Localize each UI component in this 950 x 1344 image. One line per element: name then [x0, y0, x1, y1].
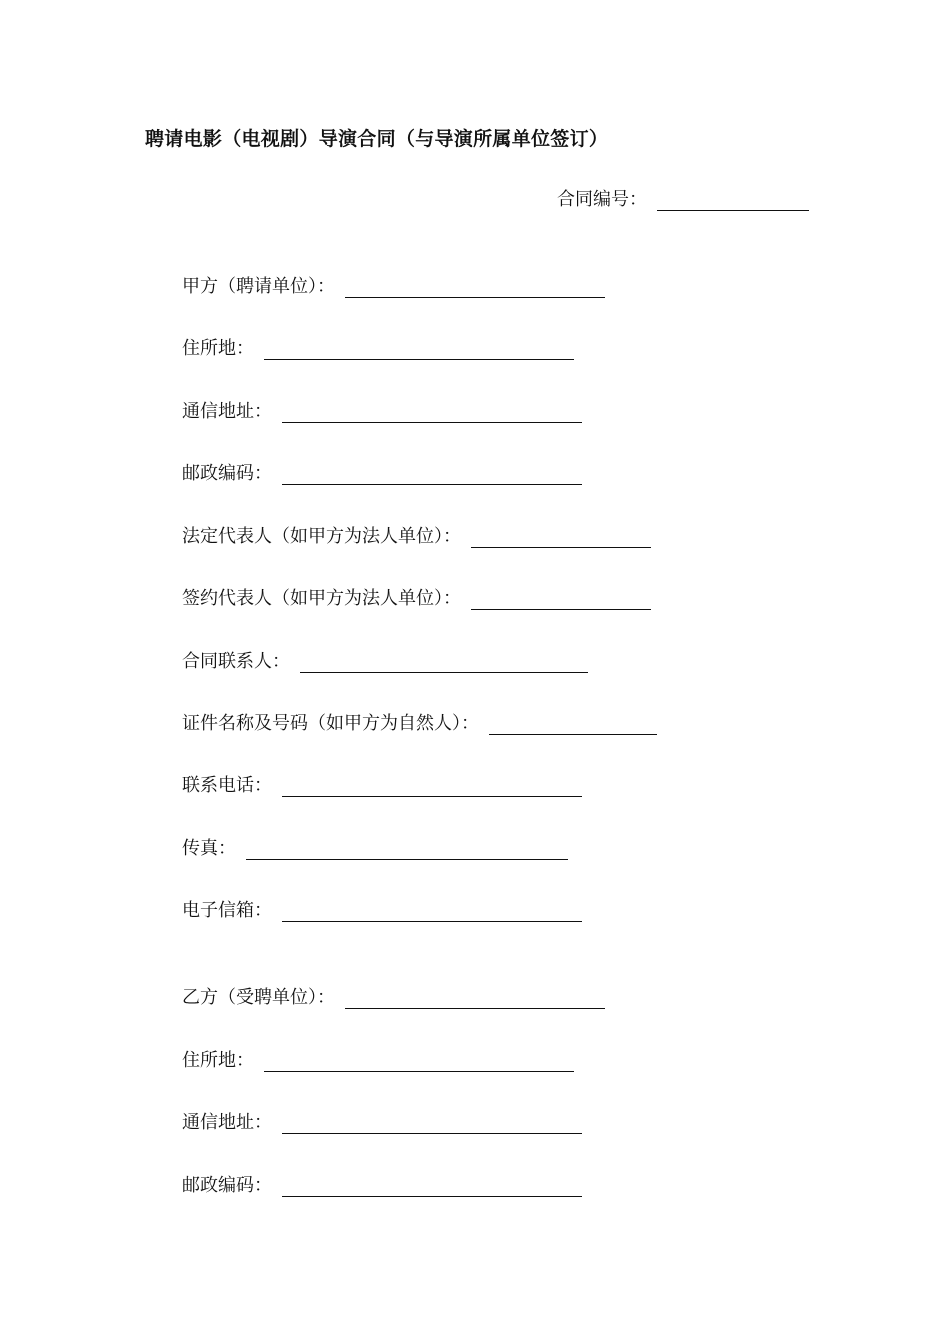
party-a-heading-row	[182, 272, 605, 298]
field-label: 通信地址：	[182, 401, 272, 422]
party-b-name-field[interactable]	[345, 988, 605, 1009]
party-a-name-field[interactable]	[345, 277, 605, 298]
party-a-field-row	[182, 459, 582, 485]
field-label: 通信地址：	[182, 1112, 272, 1133]
field-label: 证件名称及号码（如甲方为自然人）：	[182, 713, 479, 734]
document-title: 聘请电影（电视剧）导演合同（与导演所属单位签订）	[145, 128, 609, 150]
party-a-field-row	[182, 584, 651, 610]
party-a-address-field[interactable]	[264, 339, 574, 360]
party-b-postal-code-field[interactable]	[282, 1176, 582, 1197]
field-label: 合同联系人：	[182, 651, 290, 672]
party-a-legal-representative-field[interactable]	[471, 527, 651, 548]
contract-number-field[interactable]	[657, 190, 809, 211]
field-label: 联系电话：	[182, 775, 272, 796]
party-a-field-row	[182, 397, 582, 423]
contract-number-row	[557, 185, 809, 211]
field-label: 住所地：	[182, 338, 254, 359]
party-a-field-row	[182, 896, 582, 922]
party-b-heading-label: 乙方（受聘单位）：	[182, 987, 335, 1008]
party-b-field-row	[182, 1108, 582, 1134]
field-label: 住所地：	[182, 1050, 254, 1071]
party-a-field-row	[182, 709, 657, 735]
party-a-field-row	[182, 771, 582, 797]
party-b-address-field[interactable]	[264, 1051, 574, 1072]
party-a-id-field[interactable]	[489, 714, 657, 735]
field-label: 邮政编码：	[182, 1175, 272, 1196]
party-a-email-field[interactable]	[282, 901, 582, 922]
party-a-fax-field[interactable]	[246, 839, 568, 860]
party-a-field-row	[182, 334, 574, 360]
field-label: 传真：	[182, 838, 236, 859]
party-b-field-row	[182, 1171, 582, 1197]
party-a-field-row	[182, 522, 651, 548]
party-a-phone-field[interactable]	[282, 776, 582, 797]
field-label: 法定代表人（如甲方为法人单位）：	[182, 526, 461, 547]
contract-number-label: 合同编号：	[557, 189, 647, 210]
party-a-signing-representative-field[interactable]	[471, 589, 651, 610]
party-a-field-row	[182, 834, 568, 860]
party-b-heading-row	[182, 983, 605, 1009]
field-label: 邮政编码：	[182, 463, 272, 484]
party-a-mailing-address-field[interactable]	[282, 402, 582, 423]
party-b-mailing-address-field[interactable]	[282, 1113, 582, 1134]
party-b-field-row	[182, 1046, 574, 1072]
party-a-heading-label: 甲方（聘请单位）：	[182, 276, 335, 297]
field-label: 电子信箱：	[182, 900, 272, 921]
field-label: 签约代表人（如甲方为法人单位）：	[182, 588, 461, 609]
party-a-contact-person-field[interactable]	[300, 652, 588, 673]
party-a-field-row	[182, 647, 588, 673]
party-a-postal-code-field[interactable]	[282, 464, 582, 485]
